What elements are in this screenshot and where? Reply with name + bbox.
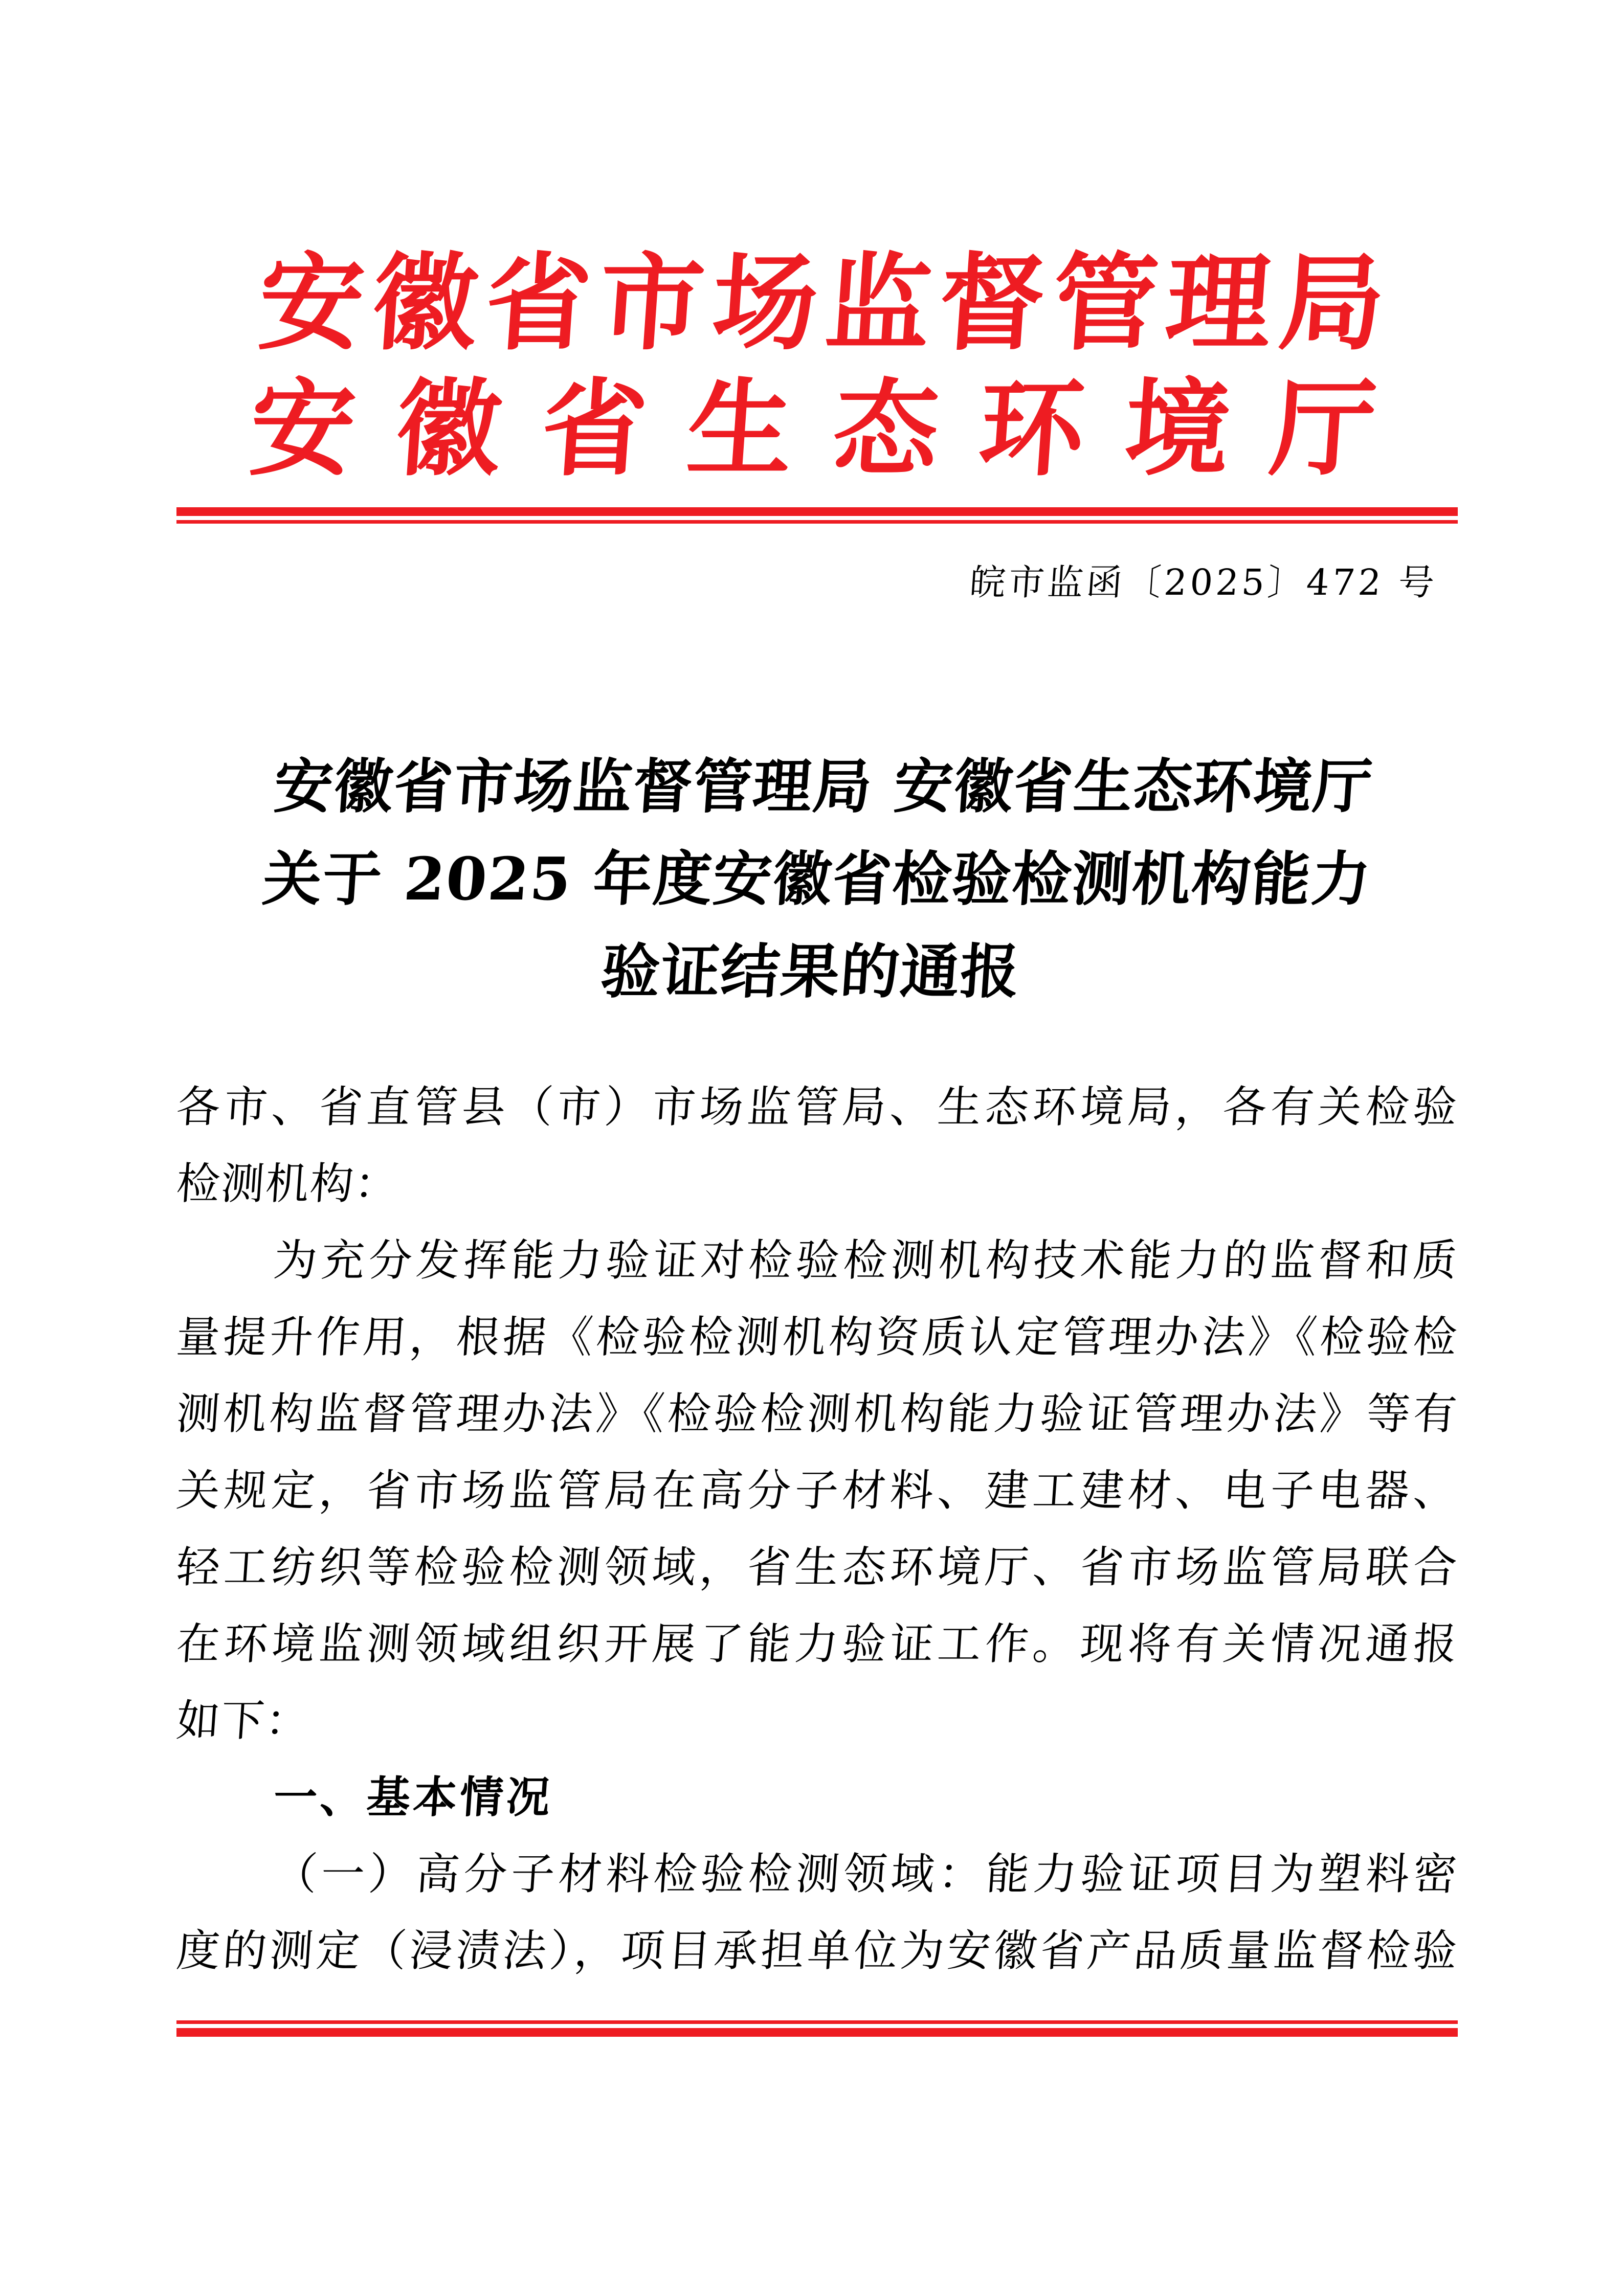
red-rule-bottom-thick — [176, 2028, 1458, 2037]
body-line: 轻工纺织等检验检测领域，省生态环境厅、省市场监管局联合 — [174, 1542, 1460, 1593]
title-line-2: 关于 2025 年度安徽省检验检测机构能力 — [260, 845, 1374, 914]
doc-number: 皖市监函〔2025〕472 号 — [968, 561, 1439, 603]
rule-gap — [176, 2024, 1458, 2028]
org-line-1: 安徽省市场监督管理局 — [254, 242, 1389, 365]
body-line: 关规定，省市场监管局在高分子材料、建工建材、电子电器、 — [174, 1466, 1460, 1516]
document-title — [167, 740, 1467, 1018]
body-line: （一）高分子材料检验检测领域：能力验证项目为塑料密 — [272, 1849, 1460, 1900]
rule-gap — [176, 516, 1458, 520]
org-line-2: 安徽省生态环境厅 — [246, 368, 1380, 490]
red-rule-top-thin — [176, 520, 1458, 524]
title-line-1: 安徽省市场监督管理局 安徽省生态环境厅 — [272, 752, 1375, 821]
body-line: 度的测定（浸渍法），项目承担单位为安徽省产品质量监督检验 — [174, 1926, 1460, 1976]
body-line: 各市、省直管县（市）市场监管局、生态环境局，各有关检验 — [174, 1082, 1460, 1133]
title-line-3: 验证结果的通报 — [598, 937, 1023, 1006]
red-rule-top-thick — [176, 507, 1458, 516]
header-separator — [176, 507, 1458, 524]
body-line: 测机构监督管理办法》《检验检测机构能力验证管理办法》等有 — [174, 1389, 1460, 1439]
footer-separator — [176, 2020, 1458, 2037]
body-line: 检测机构： — [174, 1159, 401, 1209]
red-rule-bottom-thin — [176, 2020, 1458, 2024]
org-header — [246, 240, 1388, 492]
section-heading: 一、基本情况 — [272, 1772, 555, 1823]
document-body — [176, 1069, 1458, 1990]
body-line: 如下： — [174, 1696, 312, 1746]
body-line: 为充分发挥能力验证对检验检测机构技术能力的监督和质 — [272, 1235, 1460, 1286]
body-line: 量提升作用，根据《检验检测机构资质认定管理办法》《检验检 — [174, 1312, 1460, 1363]
body-line: 在环境监测领域组织开展了能力验证工作。现将有关情况通报 — [174, 1619, 1460, 1670]
